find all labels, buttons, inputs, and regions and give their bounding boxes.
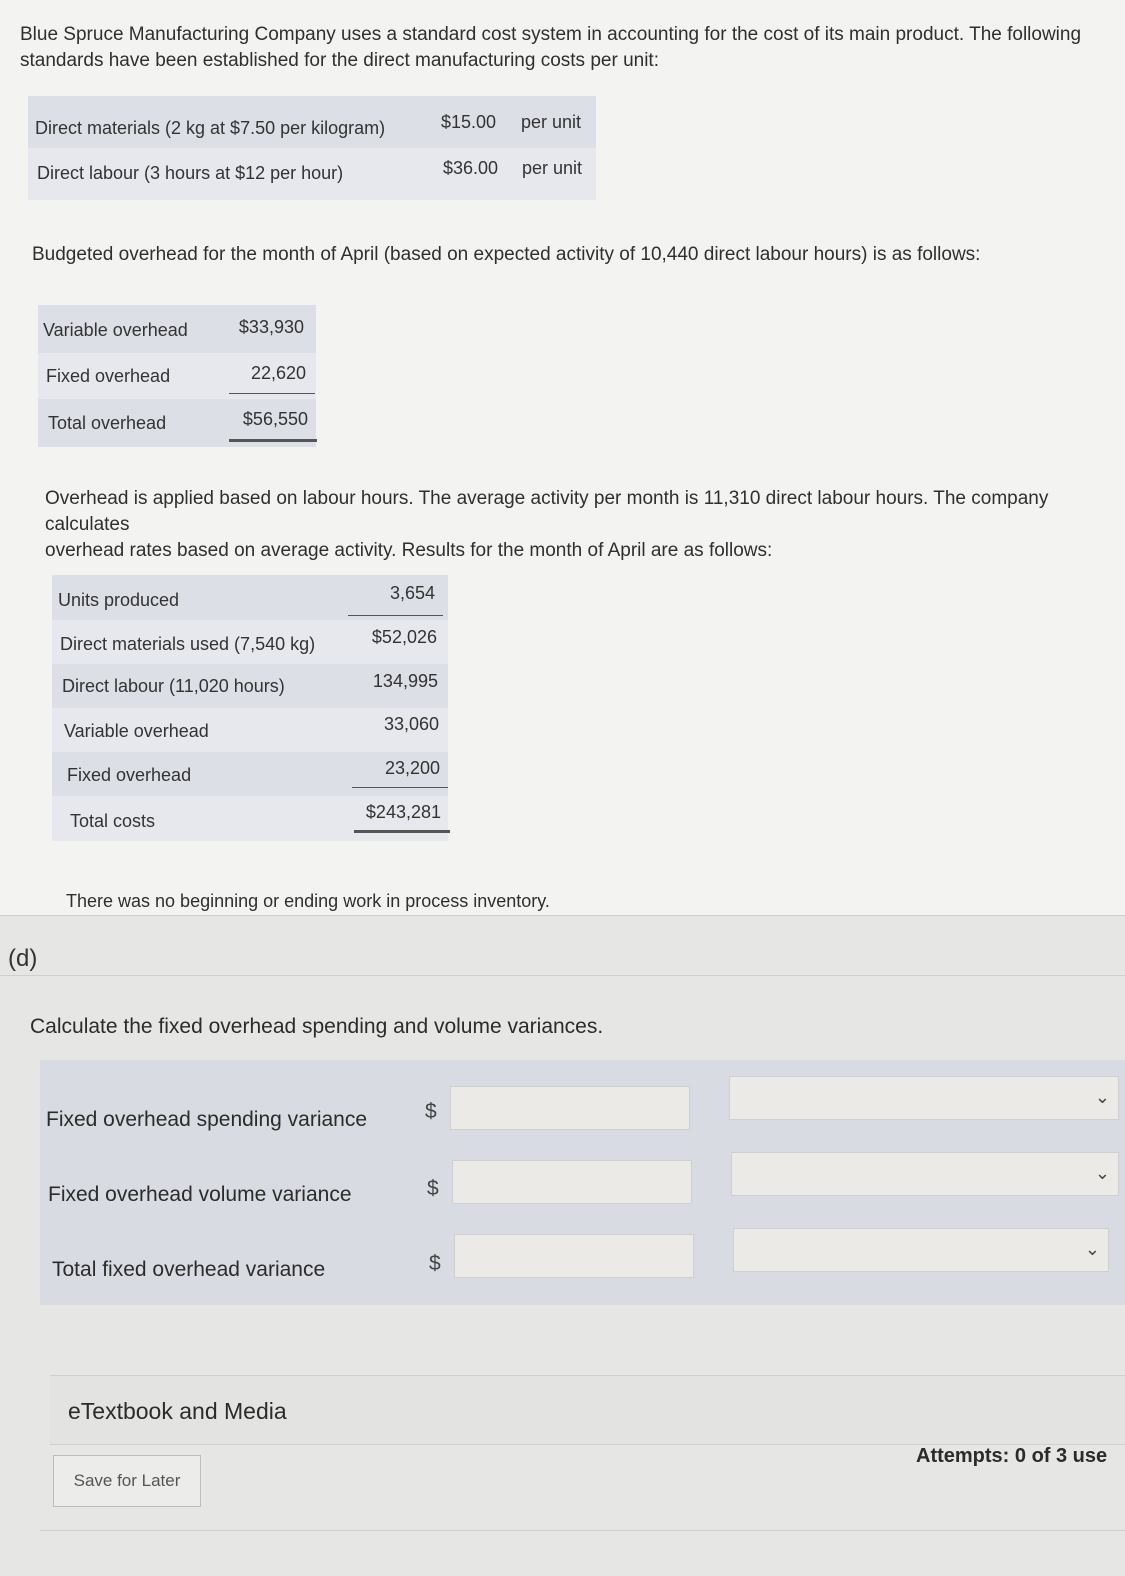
spending-variance-input[interactable] <box>450 1086 690 1130</box>
attempts-counter: Attempts: 0 of 3 use <box>916 1445 1108 1467</box>
applied-intro <box>45 486 1125 564</box>
budget-total-double-rule <box>229 439 317 442</box>
results-label-variable: Variable overhead <box>64 721 209 741</box>
spending-variance-currency: $ <box>425 1100 437 1123</box>
etextbook-media-link[interactable] <box>50 1375 1125 1445</box>
spending-variance-label: Fixed overhead spending variance <box>46 1108 368 1131</box>
applied-intro-line-1: Overhead is applied based on labour hours. The average activity per month is 11,310 direct labour hours. The company calculates <box>45 488 1049 535</box>
intro-line-1: Blue Spruce Manufacturing Company uses a standard cost system in accounting for the cost of its main product. The following <box>20 24 1082 45</box>
chevron-down-icon: ⌄ <box>1094 1087 1110 1108</box>
results-amount-labour: 134,995 <box>372 671 438 691</box>
results-amount-materials: $52,026 <box>371 627 437 647</box>
footer-divider <box>40 1530 1125 1531</box>
results-label-units: Units produced <box>58 590 180 610</box>
intro-paragraph <box>20 22 1081 74</box>
standards-unit-materials: per unit <box>521 112 582 132</box>
volume-variance-currency: $ <box>427 1177 439 1200</box>
volume-variance-input[interactable] <box>452 1160 692 1204</box>
results-total-double-rule <box>354 830 450 833</box>
results-subtotal-rule <box>352 787 448 788</box>
results-label-fixed: Fixed overhead <box>67 765 192 785</box>
total-variance-label: Total fixed overhead variance <box>52 1258 326 1281</box>
section-divider <box>0 915 1125 916</box>
total-variance-input[interactable] <box>454 1234 694 1278</box>
budget-label-fixed: Fixed overhead <box>46 366 171 386</box>
budget-amount-variable: $33,930 <box>238 317 304 337</box>
save-for-later-button[interactable]: Save for Later <box>53 1455 201 1507</box>
question-text: Calculate the fixed overhead spending and volume variances. <box>30 1015 604 1038</box>
applied-intro-line-2: overhead rates based on average activity. Results for the month of April are as follows: <box>45 540 773 561</box>
part-label-divider <box>0 975 1125 976</box>
chevron-down-icon: ⌄ <box>1094 1163 1110 1184</box>
wip-note: There was no beginning or ending work in process inventory. <box>66 891 550 911</box>
budget-intro: Budgeted overhead for the month of April (based on expected activity of 10,440 direct labour hours) is as follows: <box>32 244 981 265</box>
total-variance-currency: $ <box>429 1252 441 1275</box>
part-label: (d) <box>8 945 38 972</box>
standards-amount-labour: $36.00 <box>443 158 499 178</box>
total-variance-type-select[interactable] <box>733 1228 1109 1272</box>
budget-label-total: Total overhead <box>48 413 167 433</box>
standards-amount-materials: $15.00 <box>441 112 497 132</box>
standards-label-labour: Direct labour (3 hours at $12 per hour) <box>37 163 344 183</box>
results-units-rule <box>348 615 443 616</box>
standards-unit-labour: per unit <box>522 158 583 178</box>
budget-subtotal-rule <box>229 393 315 394</box>
results-label-total: Total costs <box>70 811 156 831</box>
results-label-labour: Direct labour (11,020 hours) <box>62 676 285 696</box>
chevron-down-icon: ⌄ <box>1084 1239 1100 1260</box>
intro-line-2: standards have been established for the direct manufacturing costs per unit: <box>20 50 659 71</box>
budget-label-variable: Variable overhead <box>43 320 188 340</box>
spending-variance-type-select[interactable] <box>729 1076 1119 1120</box>
volume-variance-label: Fixed overhead volume variance <box>48 1183 352 1206</box>
budget-amount-fixed: 22,620 <box>250 363 306 383</box>
volume-variance-type-select[interactable] <box>731 1152 1119 1196</box>
results-amount-total: $243,281 <box>365 802 441 822</box>
results-label-materials: Direct materials used (7,540 kg) <box>60 634 316 654</box>
standards-label-materials: Direct materials (2 kg at $7.50 per kilogram) <box>35 118 386 138</box>
results-amount-fixed: 23,200 <box>384 758 440 778</box>
results-amount-units: 3,654 <box>389 583 435 603</box>
etextbook-media-label: eTextbook and Media <box>68 1398 287 1424</box>
results-amount-variable: 33,060 <box>383 714 439 734</box>
budget-amount-total: $56,550 <box>242 409 308 429</box>
